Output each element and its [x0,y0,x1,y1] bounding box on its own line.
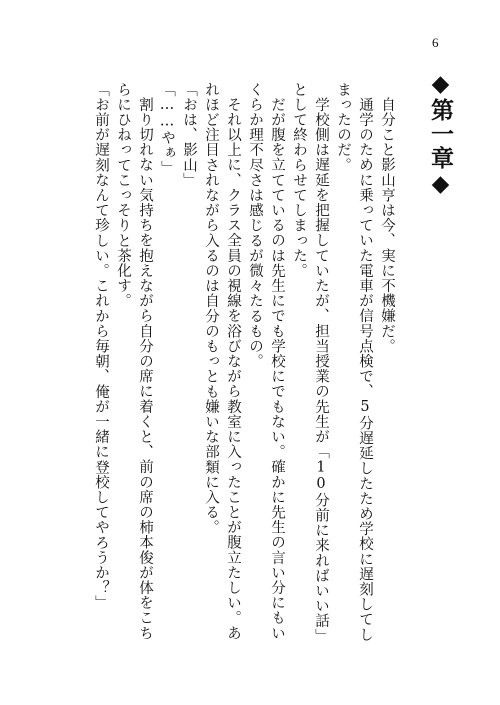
dialogue-line: 「おは、影山」 [181,82,197,188]
paragraph: 学校側は遅延を把握していたが、担当授業の先生が「10分前に来ればいい話」として終わらせてしまった。 [291,82,329,636]
chapter-title: ◆第一章◆ [427,70,454,198]
dialogue-line: 「……やぁ」 [159,82,175,176]
dialogue-line: 「お前が遅刻なんて珍しい。これから毎朝、俺が一緒に登校してやろうか？」 [93,82,109,611]
paragraph: 自分こと影山亨は今、実に不機嫌だ。 [379,96,395,354]
paragraph: 割り切れない気持ちを抱えながら自分の席に着くと、前の席の柿本俊が体をこちらにひねってこっそりと茶化す。 [115,82,153,641]
page-number: 6 [432,35,439,50]
body-text [68,82,398,642]
paragraph: だが腹を立てているのは先生にでも学校にでもない。確かに先生の言い分にもいくらか理不尽さは感じるが微々たるもの。 [247,82,285,641]
paragraph: 通学のために乗っていた電車が信号点検で、5分遅延したため学校に遅刻してしまったのだ。 [335,82,373,642]
paragraph: それ以上に、クラス全員の視線を浴びながら教室に入ったことが腹立たしい。あれほど注目されながら入るのは自分のもっとも嫌いな部類に入る。 [203,82,241,641]
